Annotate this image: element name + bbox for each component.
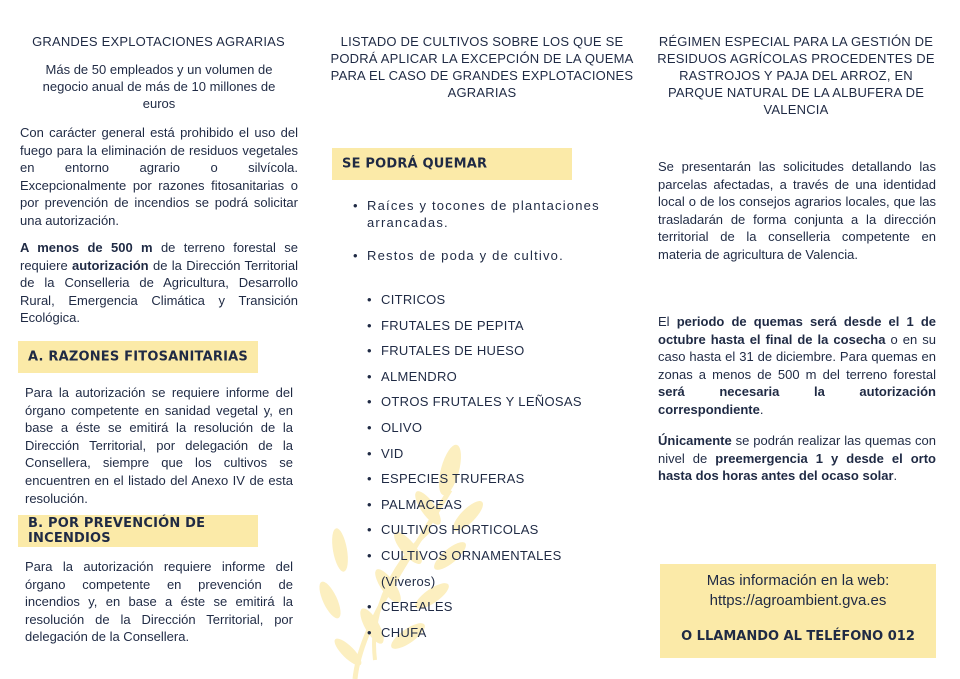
crop-item: • VID <box>367 445 627 471</box>
section-a-text: Para la autorización se requiere informe del órgano competente en sanidad vegetal y, en base a éste se emitirá la resolución de la Dirección Territorial, por delegación de la Consellera, siempre que los cultivos se encuentren en el listado del Anexo IV de esta resolución. <box>25 385 293 506</box>
section-a-band <box>18 341 258 373</box>
crop-item-note: (Viveros) <box>381 573 436 589</box>
info-website-link[interactable]: https://agroambient.gva.es <box>709 592 887 609</box>
col3-period-dates: periodo de quemas será desde el 1 de octubre hasta el final de la cosecha <box>658 314 937 347</box>
crop-item: • CHUFA <box>367 624 627 650</box>
info-phone: O LLAMANDO AL TELÉFONO 012 <box>681 629 915 644</box>
burn-items-list <box>353 197 633 264</box>
burn-item-pruning: • Restos de poda y de cultivo. <box>353 247 633 264</box>
burn-allowed-band <box>332 148 572 180</box>
crop-item: • OLIVO <box>367 419 627 445</box>
col3-period: El periodo de quemas será desde el 1 de octubre hasta el final de la cosecha o en su caso hasta el 31 de diciembre. Para quemas en zonas a menos de 500 m del terreno forestal será necesaria la autorización correspondiente. <box>658 314 937 417</box>
col3-authorization: será necesaria la autorización correspondiente <box>658 384 936 417</box>
crop-item: • PALMACEAS <box>367 496 627 522</box>
col3-conditions: Únicamente se podrán realizar las quemas con nivel de preemergencia 1 y desde el orto hasta dos horas antes del ocaso solar. <box>658 433 936 484</box>
crop-item: • ESPECIES TRUFERAS <box>367 470 627 496</box>
crop-item: • CULTIVOS HORTICOLAS <box>367 521 627 547</box>
section-b-heading: B. POR PREVENCIÓN DE INCENDIOS <box>28 516 206 546</box>
crop-item: • ALMENDRO <box>367 368 627 394</box>
burn-item-roots: • Raíces y tocones de plantaciones arrancadas. <box>353 197 633 231</box>
col3-applications: Se presentarán las solicitudes detallando las parcelas afectadas, a través de una identidad local o de los consejos agrarios locales, que las trasladarán de forma conjunta a la dirección territorial de la conselleria competente en materia de agricultura de Valencia. <box>658 159 936 262</box>
section-a-heading: A. RAZONES FITOSANITARIAS <box>28 349 248 365</box>
crop-item: • CULTIVOS ORNAMENTALES <box>367 547 627 573</box>
col3-only: Únicamente <box>658 433 732 448</box>
col3-preemergency: preemergencia 1 y desde el orto hasta dos horas antes del ocaso solar <box>658 450 936 484</box>
col1-distance: A menos de 500 m <box>20 240 153 255</box>
info-line-1: Mas información en la web: <box>706 572 890 589</box>
col1-intro: Con carácter general está prohibido el uso del fuego para la eliminación de residuos vegetales en entorno agrario o silvícola. Excepcionalmente por razones fitosanitarias o por prevención de incendios se podrá solicitar una autorización. <box>20 125 298 228</box>
burn-allowed-heading: SE PODRÁ QUEMAR <box>342 156 488 172</box>
col1-subtitle: Más de 50 empleados y un volumen de negocio anual de más de 10 millones de euros <box>42 62 276 111</box>
crop-list <box>367 291 627 649</box>
col2-title: LISTADO DE CULTIVOS SOBRE LOS QUE SE PODRÁ APLICAR LA EXCEPCIÓN DE LA QUEMA PARA EL CASO DE GRANDES EXPLOTACIONES AGRARIAS <box>330 34 634 100</box>
crop-item: • FRUTALES DE HUESO <box>367 342 627 368</box>
crop-item: • CITRICOS <box>367 291 627 317</box>
section-b-band <box>18 515 258 547</box>
col3-title: RÉGIMEN ESPECIAL PARA LA GESTIÓN DE RESIDUOS AGRÍCOLAS PROCEDENTES DE RASTROJOS Y PAJA DEL ARROZ, EN PARQUE NATURAL DE LA ALBUFERA DE VALENCIA <box>657 34 935 117</box>
col1-title: GRANDES EXPLOTACIONES AGRARIAS <box>32 34 285 49</box>
crop-item: • FRUTALES DE PEPITA <box>367 317 627 343</box>
col1-authorization: autorización <box>72 257 149 273</box>
col1-requirement: A menos de 500 m de terreno forestal se requiere autorización de la Dirección Territorial de la Conselleria de Agricultura, Desarrollo Rural, Emergencia Climática y Transición Ecológica. <box>20 240 298 326</box>
column-large-farms <box>18 0 299 679</box>
crop-item: • CEREALES <box>367 598 627 624</box>
column-crop-list <box>325 0 634 679</box>
crop-item: • OTROS FRUTALES Y LEÑOSAS <box>367 393 627 419</box>
section-b-text: Para la autorización requiere informe del órgano competente en prevención de incendios y, en base a éste se emitirá la resolución de la Dirección Territorial, por delegación de la Consellera. <box>25 559 293 645</box>
info-box <box>660 564 936 658</box>
